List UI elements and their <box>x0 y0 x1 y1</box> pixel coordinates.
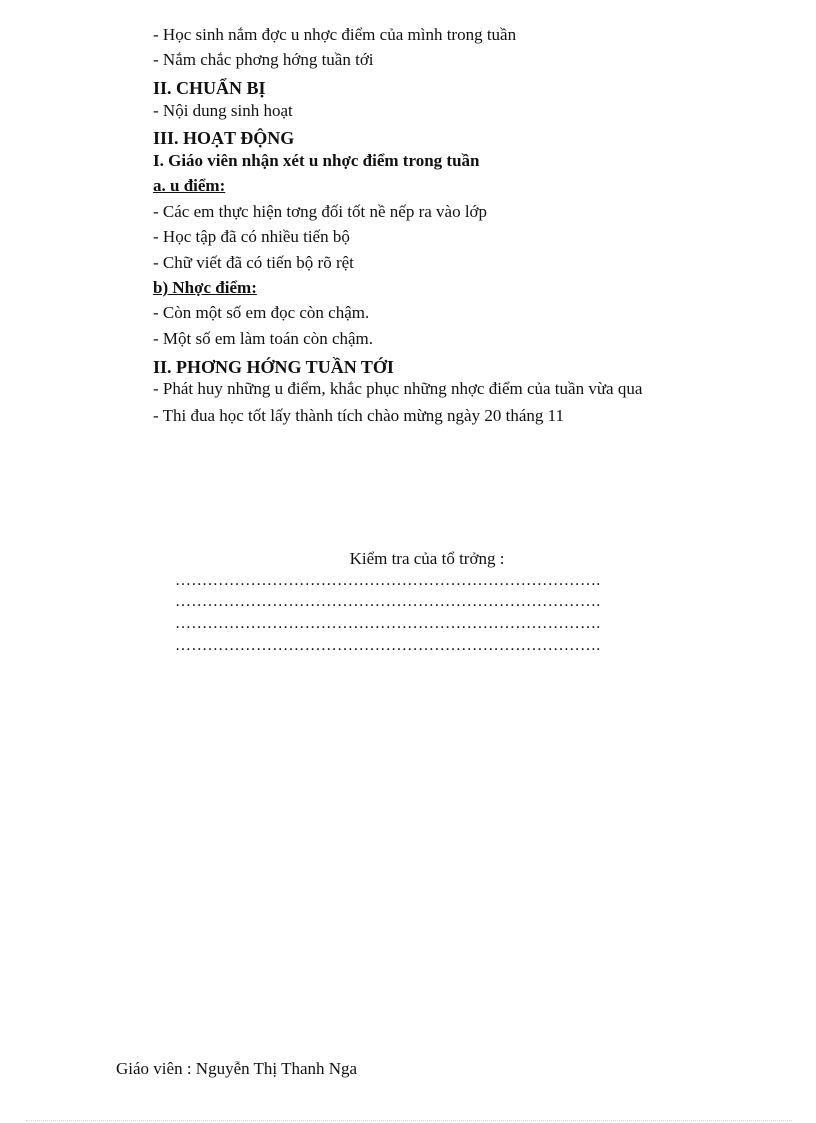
direction-item: - Thi đua học tốt lấy thành tích chào mừng ngày 20 tháng 11 <box>153 406 564 425</box>
strength-item: - Chữ viết đã có tiến bộ rõ rệt <box>153 253 354 272</box>
direction-heading: II. PHƠNG HỚNG TUẦN TỚI <box>153 357 394 377</box>
preparation-item: - Nội dung sinh hoạt <box>153 101 293 120</box>
review-title: Kiểm tra của tổ trởng : <box>349 549 505 568</box>
weaknesses-label: b) Nhợc điểm: <box>153 278 257 297</box>
page-divider <box>26 1120 792 1121</box>
weakness-item: - Còn một số em đọc còn chậm. <box>153 303 370 322</box>
objective-line-1: - Học sinh nắm đợc u nhợc điểm của mình trong tuần <box>153 25 517 44</box>
weakness-item: - Một số em làm toán còn chậm. <box>153 329 374 348</box>
preparation-heading: II. CHUẨN BỊ <box>153 78 266 98</box>
strengths-label: a. u điểm: <box>153 176 226 195</box>
activities-subheading: I. Giáo viên nhận xét u nhợc điểm trong tuần <box>153 151 480 170</box>
teacher-signature: Giáo viên : Nguyễn Thị Thanh Nga <box>116 1059 358 1078</box>
direction-item: - Phát huy những u điểm, khắc phục những nhợc điểm của tuần vừa qua <box>153 379 643 398</box>
activities-heading: III. HOẠT ĐỘNG <box>153 128 295 148</box>
review-dotted-line: ……………………………………………………………………. <box>175 593 601 610</box>
review-dotted-line: ……………………………………………………………………. <box>175 572 601 589</box>
review-dotted-line: ……………………………………………………………………. <box>175 615 601 632</box>
strength-item: - Các em thực hiện tơng đối tốt nề nếp ra vào lớp <box>153 202 488 221</box>
strength-item: - Học tập đã có nhiều tiến bộ <box>153 227 350 246</box>
review-dotted-line: ……………………………………………………………………. <box>175 637 601 654</box>
objective-line-2: - Nắm chắc phơng hớng tuần tới <box>153 50 374 69</box>
